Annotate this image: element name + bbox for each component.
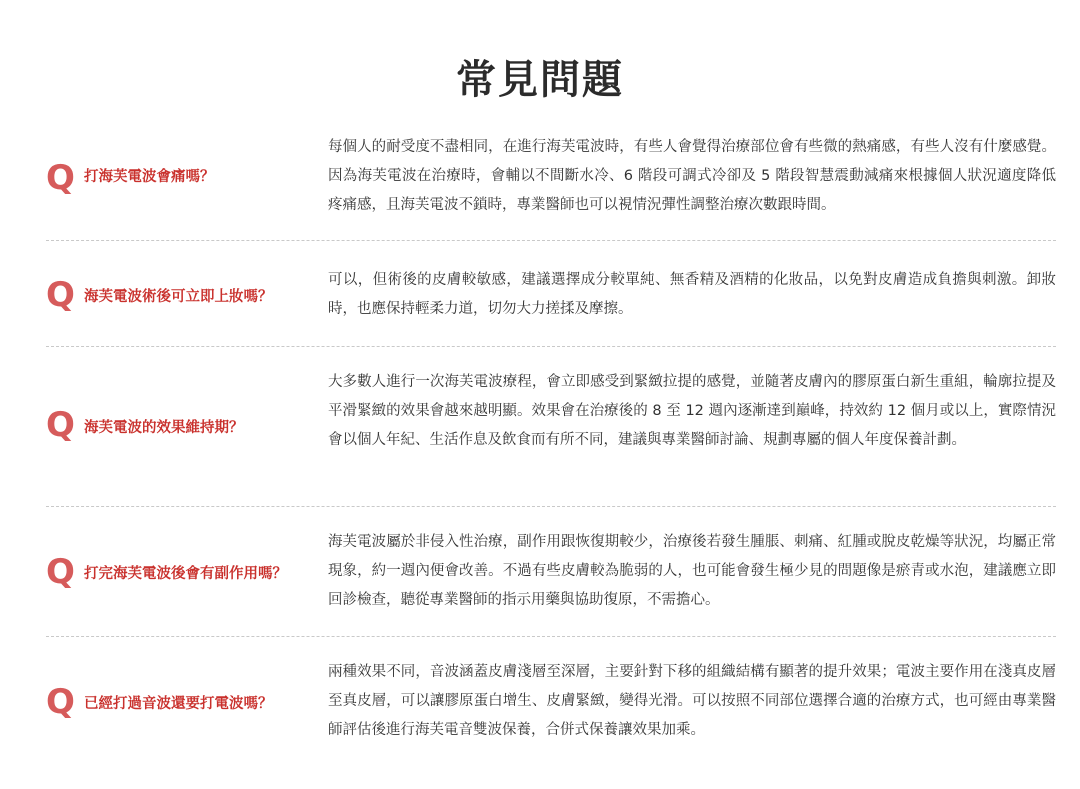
faq-question: 海芙電波的效果維持期？ [84, 420, 244, 436]
faq-answer: 大多數人進行一次海芙電波療程，會立即感受到緊緻拉提的感覺，並隨著皮膚內的膠原蛋白新生重組，輪廓拉提及平滑緊緻的效果會越來越明顯。效果會在治療後的 8 至 12 週內逐漸達到巔峰，持效約 12 個月或以上，實際情況會以個人年紀、生活作息及飲食而有所不同，建議與專業醫師討論、規劃專屬的個人年度保養計劃。 [328, 374, 1056, 448]
faq-answer: 海芙電波屬於非侵入性治療，副作用跟恢復期較少，治療後若發生腫脹、刺痛、紅腫或脫皮乾燥等狀況，均屬正常現象，約一週內便會改善。不過有些皮膚較為脆弱的人，也可能會發生極少見的問題像是瘀青或水泡，建議應立即回診檢查，聽從專業醫師的指示用藥與協助復原，不需擔心。 [328, 534, 1056, 608]
q-mark-icon: Q [46, 405, 75, 445]
q-mark-icon: Q [46, 682, 75, 722]
faq-item [46, 128, 1056, 241]
faq-question: 打完海芙電波後會有副作用嗎？ [84, 566, 287, 582]
faq-answer: 兩種效果不同，音波涵蓋皮膚淺層至深層，主要針對下移的組織結構有顯著的提升效果；電波主要作用在淺真皮層至真皮層，可以讓膠原蛋白增生、皮膚緊緻，變得光滑。可以按照不同部位選擇合適的治療方式，也可經由專業醫師評估後進行海芙電音雙波保養，合併式保養讓效果加乘。 [328, 664, 1056, 738]
faq-item [46, 636, 1056, 766]
q-mark-icon: Q [46, 158, 75, 198]
faq-item [46, 240, 1056, 347]
faq-item [46, 506, 1056, 637]
page-title: 常見問題 [456, 57, 624, 103]
q-mark-icon: Q [46, 275, 75, 315]
faq-answer: 可以，但術後的皮膚較敏感，建議選擇成分較單純、無香精及酒精的化妝品，以免對皮膚造成負擔與刺激。卸妝時，也應保持輕柔力道，切勿大力搓揉及摩擦。 [328, 272, 1056, 317]
faq-item [46, 346, 1056, 507]
faq-question: 已經打過音波還要打電波嗎？ [84, 696, 273, 712]
faq-question: 打海芙電波會痛嗎？ [84, 169, 215, 185]
q-mark-icon: Q [46, 552, 75, 592]
faq-answer: 每個人的耐受度不盡相同，在進行海芙電波時，有些人會覺得治療部位會有些微的熱痛感，有些人沒有什麼感覺。因為海芙電波在治療時，會輔以不間斷水冷、6 階段可調式冷卻及 5 階段智慧震動減痛來根據個人狀況適度降低疼痛感，且海芙電波不鎖時，專業醫師也可以視情況彈性調整治療次數跟時間。 [328, 139, 1056, 213]
faq-question: 海芙電波術後可立即上妝嗎？ [84, 289, 273, 305]
